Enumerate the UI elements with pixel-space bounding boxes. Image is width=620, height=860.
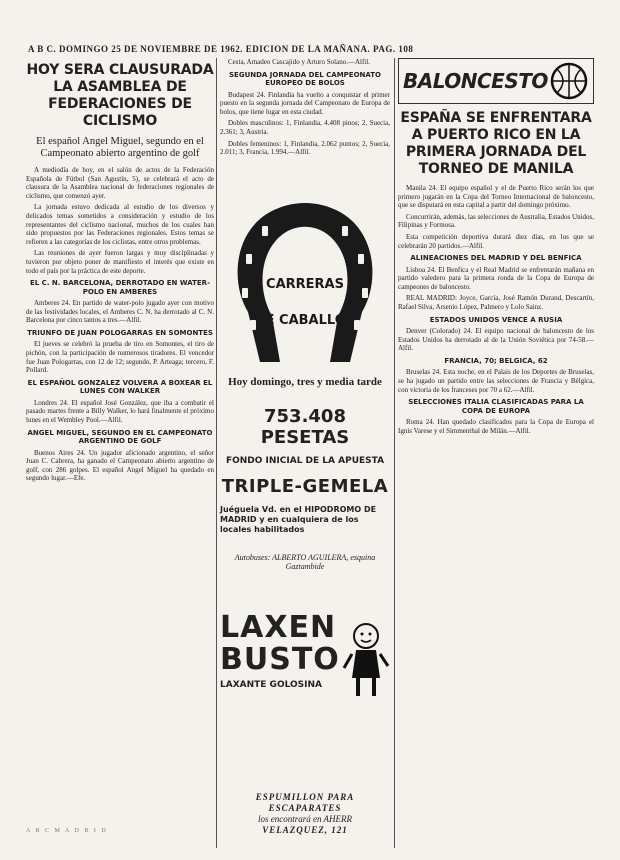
- column-rule: [394, 58, 395, 848]
- headline-cycling: HOY SERA CLAUSURADA LA ASAMBLEA DE FEDERACIONES DE CICLISMO: [26, 62, 214, 129]
- racing-when: Hoy domingo, tres y media tarde: [228, 376, 382, 388]
- laxen-advert: [220, 612, 390, 690]
- paragraph: El jueves se celebró la prueba de tiro en Somontes, el tiro de pichón, con la participación de numerosos tiradores. El vencedor fue Juan Pologarras, con 12 de 12; segundo, P. Arteaga; tercero, F. Pollard.: [26, 340, 214, 375]
- headline-italy: SELECCIONES ITALIA CLASIFICADAS PARA LA COPA DE EUROPA: [408, 398, 584, 415]
- paragraph: Bruselas 24. Esta noche, en el Palais de los Deportes de Bruselas, se ha jugado un partido entre las selecciones de Francia y Bélgica, con victoria de los franceses por 70 a 62.—Alfil.: [398, 368, 594, 394]
- basketball-icon: [549, 61, 589, 101]
- headline-manila: ESPAÑA SE ENFRENTARA A PUERTO RICO EN LA PRIMERA JORNADA DEL TORNEO DE MANILA: [400, 110, 592, 177]
- laxen-word-2: BUSTO: [220, 642, 340, 677]
- headline-pologarras: TRIUNFO DE JUAN POLOGARRAS EN SOMONTES: [27, 328, 213, 337]
- racing-triple: TRIPLE-GEMELA: [221, 476, 389, 497]
- esc-line-3: los encontrará en AHERR: [257, 814, 353, 824]
- racing-fund: FONDO INICIAL DE LA APUESTA: [225, 456, 385, 466]
- paragraph: Concurrirán, además, las selecciones de Australia, Estados Unidos, Filipinas y Formosa.: [398, 212, 594, 230]
- paragraph: Dobles femeninos: 1, Finlandia, 2.062 puntos; 2, Suecia, 2.011; 3, Francia, 1.994.—Alfil.: [220, 139, 390, 157]
- paragraph: Amberes 24. En partido de water-polo jugado ayer con motivo de las festividades locales, el Amberes C. N. ha derrotado al C. N. Barcelona por cinco tantos a tres.—Alfil.: [26, 299, 214, 325]
- baloncesto-word: BALONCESTO: [403, 69, 548, 93]
- paragraph: Manila 24. El equipo español y el de Puerto Rico serán los que primero jugarán en la Copa del Torneo Internacional de baloncesto, que se disputará en esta capital a partir del domingo próximo.: [398, 184, 594, 210]
- paragraph: A mediodía de hoy, en el salón de actos de la Federación Española de Fútbol (San Agustín, 5), se celebrará el acto de clausura de la Asamblea nacional de federaciones regionales de ciclismo, que comenzó ayer.: [26, 166, 214, 200]
- baloncesto-banner: [398, 58, 594, 104]
- paragraph: Roma 24. Han quedado clasificados para la Copa de Europa el Ignis Varese y el Simmenthal de Milán.—Alfil.: [398, 418, 594, 435]
- headline-madrid-benfica: ALINEACIONES DEL MADRID Y DEL BENFICA: [410, 254, 582, 263]
- esc-line-2: ESCAPARATES: [268, 803, 342, 813]
- paragraph: REAL MADRID: Joyce, García, José Ramón Durand, Descartín, Rafael Silva, Arsenio López, Palmero y Lolo Sainz.: [398, 294, 594, 312]
- headline-usa-russia: ESTADOS UNIDOS VENCE A RUSIA: [429, 315, 563, 324]
- paragraph: Cesta, Amadeo Cascajido y Arturo Solano.—Alfil.: [228, 58, 370, 66]
- paragraph: Lisboa 24. El Benfica y el Real Madrid se enfrentarán mañana en partido valedero para la primera ronda de la Copa de Europa de campeones de baloncesto.: [398, 265, 594, 291]
- headline-france-belgium: FRANCIA, 70; BELGICA, 62: [444, 356, 548, 365]
- child-illustration-icon: [342, 620, 390, 700]
- page-footer: A B C M A D R I D: [26, 828, 108, 834]
- paragraph: Las reuniones de ayer fueron largas y muy disciplinadas y tuvieron por objeto poner de manifiesto el interés que existe en todo el país por la práctica de este deporte.: [26, 249, 214, 275]
- headline-waterpolo: EL C. N. BARCELONA, DERROTADO EN WATER-POLO EN AMBERES: [30, 279, 210, 296]
- racing-where: Juéguela Vd. en el HIPODROMO DE MADRID y en cualquiera de los locales habilitados: [220, 505, 377, 534]
- paragraph: La jornada estuvo dedicada al estudio de los diversos y delicados temas sometidos a consideración y estudio de los representantes del ciclismo nacional, muchos de los cuales han sido propuestos por las Federaciones regionales. Estos temas se refieren a las categorías de los ciclistas, entre otros problemas.: [26, 203, 214, 246]
- page-header: A B C. DOMINGO 25 DE NOVIEMBRE DE 1962. EDICION DE LA MAÑANA. PAG. 108: [28, 44, 414, 54]
- racing-title-1: CARRERAS: [266, 277, 344, 292]
- column-middle: [220, 58, 390, 188]
- subhead-golf: El español Angel Miguel, segundo en el Campeonato abierto argentino de golf: [36, 136, 204, 159]
- esc-line-1: ESPUMILLON PARA: [255, 792, 355, 802]
- racing-advert: [220, 192, 390, 571]
- racing-title-2: DE CABALLOS: [254, 313, 356, 328]
- racing-buses: Autobuses: ALBERTO AGUILERA, esquina Gaztambide: [234, 553, 376, 571]
- paragraph: Dobles masculinos: 1, Finlandia, 4.408 pinos; 2, Suecia, 2.361; 3, Austria.: [220, 119, 390, 136]
- paragraph: Buenos Aires 24. Un jugador aficionado argentino, el señor Juan C. Cabrera, ha ganado el Campeonato abierto argentino de golf, con 286 golpes. El español Angel Miguel ha quedado en segundo lugar.—Efe.: [26, 448, 214, 483]
- laxen-word-1: LAXEN: [220, 610, 337, 645]
- headline-angel-miguel: ANGEL MIGUEL, SEGUNDO EN EL CAMPEONATO ARGENTINO DE GOLF: [27, 428, 213, 446]
- column-left: [26, 58, 214, 486]
- headline-gonzalez: EL ESPAÑOL GONZALEZ VOLVERA A BOXEAR EL LUNES CON WALKER: [27, 378, 213, 396]
- column-rule: [216, 58, 217, 848]
- laxen-tagline: LAXANTE GOLOSINA: [220, 680, 322, 690]
- headline-bolos: SEGUNDA JORNADA DEL CAMPEONATO EUROPEO DE BOLOS: [229, 70, 381, 88]
- paragraph: Budapest 24. Finlandia ha vuelto a conquistar el primer puesto en la segunda jornada del Campeonato de Europa de bolos, que tiene lugar en esta ciudad.: [220, 90, 390, 116]
- paragraph: Esta competición deportiva durará diez días, en los que se celebrarán 20 partidos.—Alfil.: [398, 232, 594, 250]
- esc-line-4: VELAZQUEZ, 121: [262, 825, 348, 835]
- horseshoe-icon: [220, 192, 390, 372]
- paragraph: Denver (Colorado) 24. El equipo nacional de baloncesto de los Estados Unidos ha derrotado al de la Unión Soviética por 74-58.—Alfil.: [398, 327, 594, 353]
- column-right: [398, 58, 594, 438]
- paragraph: Londres 24. El español José González, que iba a combatir el pasado martes frente a Billy Walker, lo hará finalmente el próximo lunes en el Wembley Pool.—Alfil.: [26, 398, 214, 424]
- racing-amount: 753.408 PESETAS: [260, 406, 350, 448]
